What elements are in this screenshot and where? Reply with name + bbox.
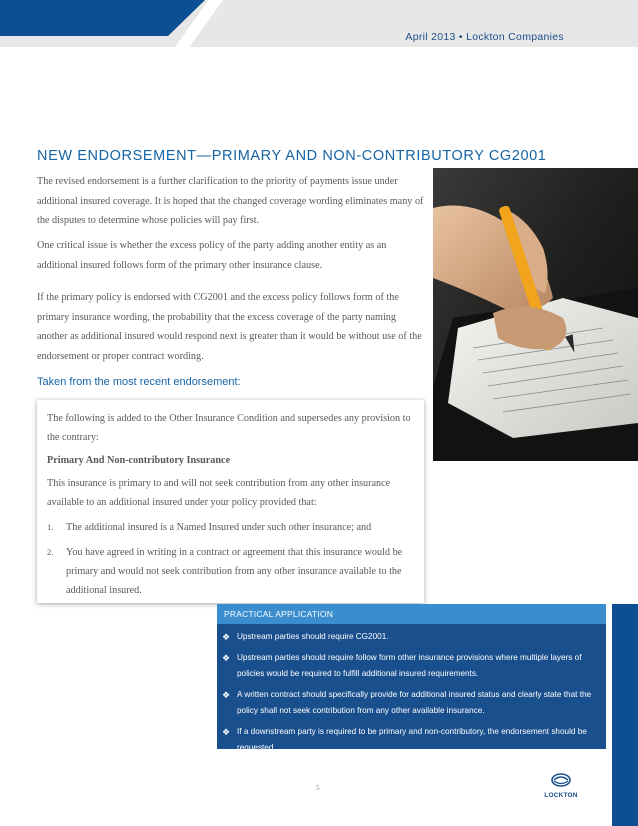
practical-application-title: PRACTICAL APPLICATION	[217, 604, 606, 624]
diamond-bullet-icon: ❖	[222, 726, 231, 737]
photo-signing-document	[433, 168, 638, 461]
practical-list-item	[222, 687, 600, 720]
practical-list-item	[222, 650, 600, 683]
right-bar-gap	[612, 584, 638, 604]
practical-item-text: Upstream parties should require CG2001.	[237, 632, 389, 641]
diamond-bullet-icon: ❖	[222, 632, 231, 642]
practical-application-box	[217, 604, 606, 752]
lockton-logo-text: LOCKTON	[544, 792, 578, 799]
quote-body: This insurance is primary to and will not seek contribution from any other insurance available to an additional insured under your policy provided that:	[47, 478, 391, 508]
practical-item-text: If a downstream party is required to be primary and non-contributory, the endorsement should be requested.	[237, 726, 587, 752]
practical-item-text: A written contract should specifically provide for additional insured status and clearly state that the policy shall not seek contribution from any other available insurance.	[237, 689, 592, 715]
quote-list-item	[47, 543, 414, 600]
paragraph-2: One critical issue is whether the excess policy of the party adding another entity as an additional insured follows form of the primary other insurance clause.	[37, 240, 387, 271]
right-accent-bar	[612, 604, 638, 826]
diamond-bullet-icon: ❖	[222, 652, 231, 663]
paragraph-1: The revised endorsement is a further clarification to the priority of payments issue under additional insured coverage. It is hoped that the changed coverage wording eliminates many of the disputes to determine whose policies will pay first.	[37, 176, 424, 226]
quote-item-number: 1.	[47, 522, 54, 532]
paragraph-3: If the primary policy is endorsed with CG2001 and the excess policy follows form of the primary insurance wording, the probability that the excess coverage of the party naming another as additional insured would respond next is greater than it would be without use of the endorsement or proper contract wording.	[37, 292, 422, 362]
section-title: NEW ENDORSEMENT—PRIMARY AND NON-CONTRIBUTORY CG2001	[37, 148, 547, 164]
quote-list-item	[47, 518, 414, 537]
page-number: 5	[316, 784, 320, 792]
header-date-company: April 2013 • Lockton Companies	[405, 31, 564, 43]
practical-list-item	[222, 629, 600, 646]
lockton-logo-icon	[551, 773, 571, 787]
quote-item-text: You have agreed in writing in a contract or agreement that this insurance would be primary and would not seek contribution from any other insurance available to the additional insured.	[66, 547, 403, 596]
practical-list	[222, 629, 600, 761]
endorsement-subhead: Taken from the most recent endorsement:	[37, 376, 241, 388]
quote-item-text: The additional insured is a Named Insured under such other insurance; and	[66, 522, 372, 533]
diamond-bullet-icon: ❖	[222, 689, 231, 700]
quote-item-number: 2.	[47, 547, 54, 557]
practical-item-text: Upstream parties should require follow form other insurance provisions where multiple layers of policies would be required to fulfill additional insured requirements.	[237, 652, 582, 678]
lockton-logo	[542, 773, 580, 799]
quote-heading: Primary And Non-contributory Insurance	[47, 455, 231, 466]
endorsement-quote-box	[37, 400, 424, 603]
practical-list-item	[222, 724, 600, 757]
quote-intro: The following is added to the Other Insurance Condition and supersedes any provision to the contrary:	[47, 413, 411, 443]
